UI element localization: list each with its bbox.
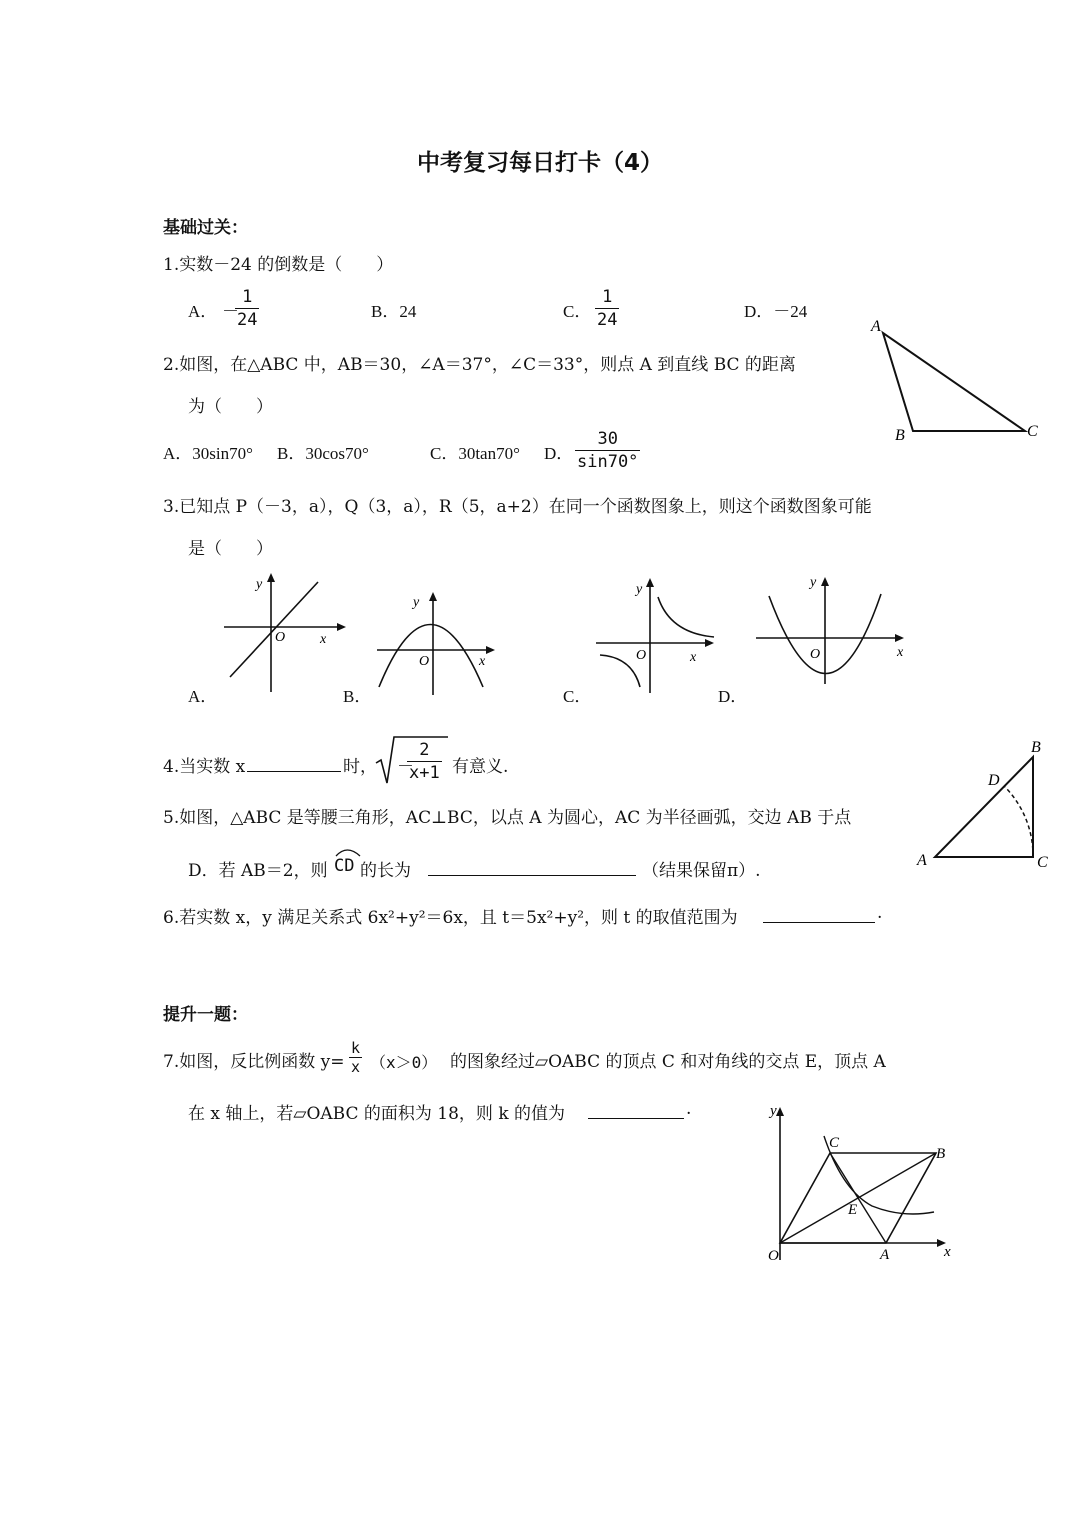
- q1-option-a-label: A．: [188, 302, 218, 321]
- q3-graph-b: [373, 587, 503, 697]
- q6-text: 6.若实数 x，y 满足关系式 6x²+y²＝6x，且 t＝5x²+y²，则 t 的取值范围为: [163, 908, 738, 928]
- q1-option-a-sign: －: [222, 302, 239, 322]
- q3-stem-line1: 3.已知点 P（－3，a），Q（3，a），R（5，a+2）在同一个函数图象上，则这个函数图象可能: [163, 497, 872, 517]
- q2-option-b: B．30cos70°: [277, 444, 369, 463]
- q7-denominator: x: [351, 1058, 361, 1076]
- q7-label-x: x: [944, 1244, 951, 1260]
- q1-option-d: D．－24: [744, 302, 808, 321]
- q4-mid: 时，: [343, 757, 377, 777]
- q7-condition: （x＞0）: [370, 1053, 438, 1072]
- q1-option-c-denominator: 24: [597, 310, 618, 330]
- q7-label-e: E: [848, 1202, 858, 1218]
- q2-triangle-figure: [865, 315, 1065, 445]
- q2-vertex-c: C: [1027, 423, 1038, 440]
- q3-graph-b-x-arrow: [486, 646, 495, 654]
- q3-graph-d: [752, 572, 912, 687]
- q7-fraction: [349, 1039, 362, 1076]
- q5-triangle: [935, 757, 1033, 857]
- q3-stem-line2: 是（ ）: [188, 539, 273, 559]
- q3-graph-d-x-label: x: [897, 645, 904, 660]
- q1-option-a-denominator: 24: [237, 310, 258, 330]
- q1-option-c-label: C．: [563, 302, 592, 321]
- q3-graph-a-y-arrow: [267, 573, 275, 582]
- q5-triangle-figure: [915, 735, 1055, 875]
- q3-graph-b-origin: O: [419, 654, 430, 669]
- q7-y-arrow: [776, 1107, 784, 1116]
- q7-label-a: A: [880, 1247, 890, 1263]
- q3-graph-c-branch-2: [600, 655, 640, 687]
- q7-prefix: 7.如图，反比例函数 y=: [163, 1052, 345, 1072]
- q7-diagonal-ca: [830, 1153, 886, 1243]
- q3-graph-a-x-arrow: [337, 623, 346, 631]
- q7-hyperbola: [824, 1136, 934, 1214]
- q2-vertex-b: B: [895, 427, 905, 444]
- q3-graph-d-y-label: y: [810, 575, 817, 590]
- q3-graph-b-y-arrow: [429, 592, 437, 601]
- q3-graph-c: [592, 575, 722, 700]
- q2-option-d-fraction: [575, 428, 640, 473]
- q2-stem-line2: 为（ ）: [188, 397, 273, 417]
- q1-option-a-numerator: 1: [242, 287, 253, 307]
- q3-graph-b-y-label: y: [413, 595, 420, 610]
- q5-line2-c: （结果保留π）.: [642, 861, 761, 881]
- q1-stem: 1.实数－24 的倒数是（ ）: [163, 255, 394, 275]
- q3-graph-a-origin: O: [275, 630, 286, 645]
- q5-point-d: D: [988, 772, 1000, 789]
- q3-label-c: C．: [563, 687, 592, 706]
- q7-label-y: y: [770, 1103, 777, 1119]
- q3-graph-c-y-arrow: [646, 578, 654, 587]
- q3-graph-a-line: [230, 582, 318, 677]
- q2-vertex-a: A: [871, 318, 881, 335]
- q3-graph-d-x-arrow: [895, 634, 904, 642]
- q5-line2-a: D．若 AB＝2，则: [188, 861, 328, 881]
- q1-option-b: B．24: [371, 302, 417, 321]
- q4-fraction: [407, 739, 442, 784]
- q2-option-a: A．30sin70°: [163, 444, 253, 463]
- q7-end: .: [686, 1099, 692, 1119]
- q7-label-b: B: [936, 1146, 946, 1162]
- q3-graph-c-y-label: y: [636, 582, 643, 597]
- q3-label-a: A．: [188, 687, 218, 706]
- q3-graph-c-x-label: x: [690, 650, 697, 665]
- q4-denominator: x+1: [409, 763, 440, 783]
- q7-answer-blank: [588, 1099, 684, 1119]
- q4-minus-sign: －: [397, 757, 414, 777]
- q6-end: .: [877, 903, 883, 923]
- q3-graph-d-origin: O: [810, 647, 821, 662]
- q3-graph-c-origin: O: [636, 648, 647, 663]
- q4-answer-blank: [247, 752, 341, 772]
- q2-option-d-label: D．: [544, 444, 574, 463]
- q3-label-d: D．: [718, 687, 748, 706]
- q7-label-o: O: [768, 1248, 779, 1264]
- q5-line2-b: 的长为: [360, 861, 411, 881]
- q7-line2: 在 x 轴上，若▱OABC 的面积为 18，则 k 的值为: [188, 1104, 566, 1124]
- q6-answer-blank: [763, 903, 875, 923]
- q4-suffix: 有意义.: [452, 757, 509, 777]
- q3-graph-b-x-label: x: [479, 654, 486, 669]
- q2-option-d-numerator: 30: [597, 429, 618, 449]
- q3-graph-d-y-arrow: [821, 577, 829, 586]
- q5-vertex-b: B: [1031, 739, 1041, 756]
- section-basic-heading: 基础过关：: [163, 218, 248, 238]
- q3-graph-a: [220, 570, 350, 695]
- q3-graph-a-y-label: y: [256, 577, 263, 592]
- q3-graph-a-x-label: x: [320, 632, 327, 647]
- section-advanced-heading: 提升一题：: [163, 1005, 248, 1025]
- q5-arc-mark: [336, 850, 360, 856]
- q2-triangle: [883, 333, 1025, 431]
- q5-answer-blank: [428, 856, 636, 876]
- q5-vertex-c: C: [1037, 854, 1048, 871]
- q1-option-c-fraction: [595, 286, 619, 331]
- q3-graph-c-branch-1: [658, 597, 714, 637]
- q2-option-c: C．30tan70°: [430, 444, 520, 463]
- q4-prefix: 4.当实数 x: [163, 757, 246, 777]
- q1-option-a-fraction: [235, 286, 259, 331]
- q5-vertex-a: A: [917, 852, 927, 869]
- q2-stem-line1: 2.如图，在△ABC 中，AB＝30，∠A＝37°，∠C＝33°，则点 A 到直线 BC 的距离: [163, 355, 796, 375]
- q2-option-d-denominator: sin70°: [577, 452, 639, 472]
- q5-arc: [1005, 787, 1033, 857]
- q3-graph-b-parabola: [379, 625, 483, 688]
- q7-numerator: k: [351, 1039, 361, 1057]
- page-title: 中考复习每日打卡（4）: [416, 150, 663, 176]
- q3-graph-c-x-arrow: [705, 639, 714, 647]
- q3-label-b: B．: [343, 687, 372, 706]
- q1-option-c-numerator: 1: [602, 287, 613, 307]
- q7-suffix: 的图象经过▱OABC 的顶点 C 和对角线的交点 E，顶点 A: [450, 1052, 886, 1072]
- q4-numerator: 2: [419, 740, 430, 760]
- q5-line1: 5.如图，△ABC 是等腰三角形，AC⊥BC，以点 A 为圆心，AC 为半径画弧，交边 AB 于点: [163, 808, 852, 828]
- q7-parallelogram-figure: [762, 1100, 962, 1275]
- q7-label-c: C: [829, 1135, 840, 1151]
- q5-arc-cd: CD: [334, 856, 355, 876]
